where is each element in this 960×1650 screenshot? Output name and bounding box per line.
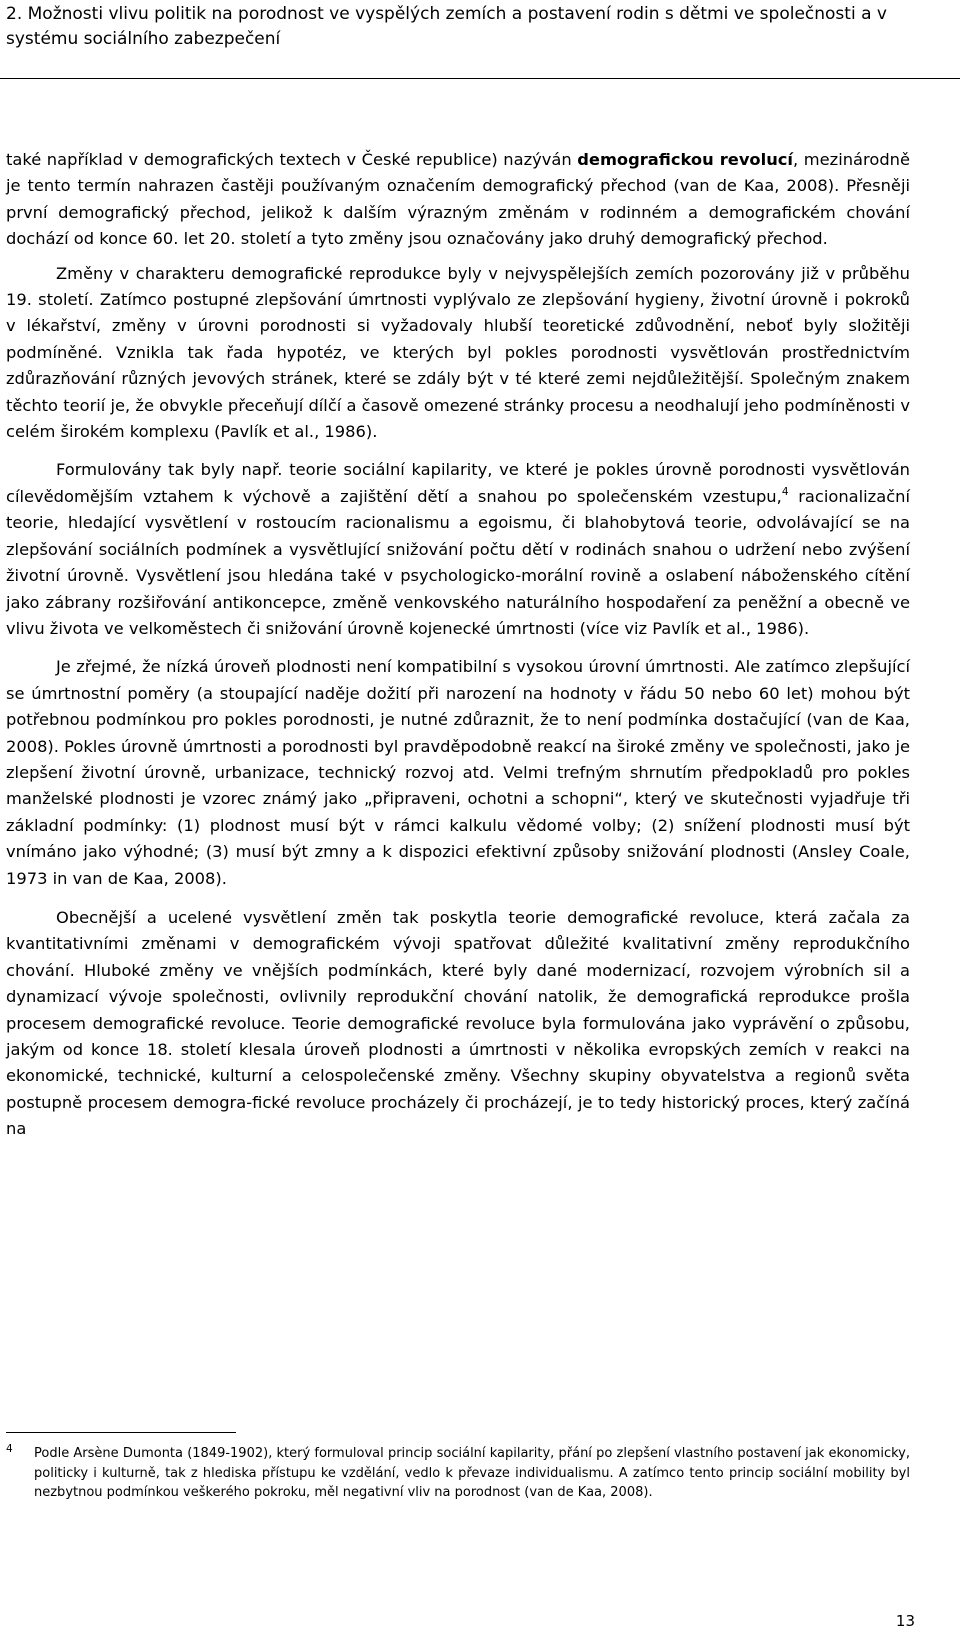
paragraph-5: Obecnější a ucelené vysvětlení změn tak poskytla teorie demografické revoluce, která začala za kvantitativními změnami v demografickém vývoji spatřovat důležité kvalitativní změny reprodukčního chování. Hluboké změny ve vnějších podmínkách, které byly dané modernizací, rozvojem výrobních sil a dynamizací vývoje společnosti, ovlivnily reprodukční chování natolik, že demografická reprodukce prošla procesem demografické revoluce. Teorie demografické revoluce byla formulována jako vyprávění o způsobu, jakým od konce 18. století klesala úroveň plodnosti a úmrtnosti v několika evropských zemích v reakci na ekonomické, technické, kulturní a celospolečenské změny. Všechny skupiny obyvatelstva a regionů světa postupně procesem demogra-fické revoluce procházely či procházejí, je to tedy historický proces, který začíná na	[6, 907, 910, 1139]
paragraph-3	[6, 457, 910, 642]
paragraph-1	[6, 147, 910, 253]
body-text	[6, 147, 910, 1157]
bold-term-demographic-revolution: demografickou revolucí	[577, 150, 794, 169]
header-divider	[0, 78, 960, 79]
paragraph-3-rest: racionalizační teorie, hledající vysvětlení v rostoucím racionalismu a egoismu, či blahobytová teorie, odvolávající se na zlepšování sociálních podmínek a vysvětlující snižování počtu dětí v rodinách snahou o udržení nebo zvýšení životní úrovně. Vysvětlení jsou hledána také v psychologicko-morální rovině a oslabení náboženského cítění jako zábrany rozšiřování antikoncepce, změně venkovského naturálního hospodaření za peněžní a obecně ve vlivu života ve velkoměstech či snižování úrovně kojenecké úmrtnosti (více viz Pavlík et al., 1986).	[6, 486, 910, 638]
footnote-separator	[6, 1432, 236, 1433]
running-header: 2. Možnosti vlivu politik na porodnost ve vyspělých zemích a postavení rodin s dětmi ve společnosti a v systému sociálního zabezpečení	[6, 4, 887, 49]
paragraph-1-start: také například v demografických textech v České republice) nazýván	[6, 150, 578, 169]
paragraph-2: Změny v charakteru demografické reprodukce byly v nejvyspělejších zemích pozorovány již v průběhu 19. století. Zatímco postupné zlepšování úmrtnosti vyplývalo ze zlepšování hygieny, životní úrovně i pokroků v lékařství, změny v úrovni porodnosti si vyžadovaly hlubší teoretické zdůvodnění, neboť byly složitěji podmíněné. Vznikla tak řada hypotéz, ve kterých byl pokles porodnosti vysvětlován prostřednictvím zdůrazňování různých jevových stránek, které se zdály být v té které zemi nejdůležitější. Společným znakem těchto teorií je, že obvykle přeceňují dílčí a časově omezené stránky procesu a neodhalují jeho podmíněnosti v celém širokém komplexu (Pavlík et al., 1986).	[6, 263, 910, 442]
footnote	[6, 1444, 910, 1503]
paragraph-1-rest: , mezinárodně je tento termín nahrazen častěji používaným označením demografický přechod (van de Kaa, 2008). Přesněji první demografický přechod, jelikož k dalším výrazným změnám v rodinném a demografickém chování dochází od konce 60. let 20. století a tyto změny jsou označovány jako druhý demografický přechod.	[6, 150, 910, 249]
footnote-text: Podle Arsène Dumonta (1849-1902), který formuloval princip sociální kapilarity, přání po zlepšení vlastního postavení jak ekonomicky, politicky i kulturně, tak z hlediska přístupu ke vzdělání, vedlo k převaze individualismu. A zatímco tento princip sociální mobility byl nezbytnou podmínkou veškerého pokroku, měl negativní vliv na porodnost (van de Kaa, 2008).	[34, 1446, 910, 1501]
paragraph-3-start: Formulovány tak byly např. teorie sociální kapilarity, ve které je pokles úrovně porodnosti vysvětlován cílevědomějším vztahem k výchově a zajištění dětí a snahou po společenském vzestupu,	[6, 460, 910, 506]
footnote-marker: 4	[6, 1443, 13, 1455]
footnote-reference: 4	[781, 485, 789, 498]
page-number: 13	[895, 1612, 915, 1630]
paragraph-4: Je zřejmé, že nízká úroveň plodnosti není kompatibilní s vysokou úrovní úmrtnosti. Ale zatímco zlepšující se úmrtnostní poměry (a stoupající naděje dožití při narození na hodnoty v řádu 50 nebo 60 let) mohou být potřebnou podmínkou pro pokles porodnosti, je nutné zdůraznit, že to není podmínka dostačující (van de Kaa, 2008). Pokles úrovně úmrtnosti a porodnosti byl pravděpodobně reakcí na široké změny ve společnosti, jako je zlepšení životní úrovně, urbanizace, technický rozvoj atd. Velmi trefným shrnutím předpokladů pro pokles manželské plodnosti je vzorec známý jako „připraveni, ochotni a schopni“, který ve skutečnosti vyjadřuje tři základní podmínky: (1) plodnost musí být v rámci kalkulu vědomé volby; (2) snížení plodnosti musí být vnímáno jako výhodné; (3) musí být zmny a k dispozici efektivní způsoby snižování plodnosti (Ansley Coale, 1973 in van de Kaa, 2008).	[6, 657, 910, 888]
